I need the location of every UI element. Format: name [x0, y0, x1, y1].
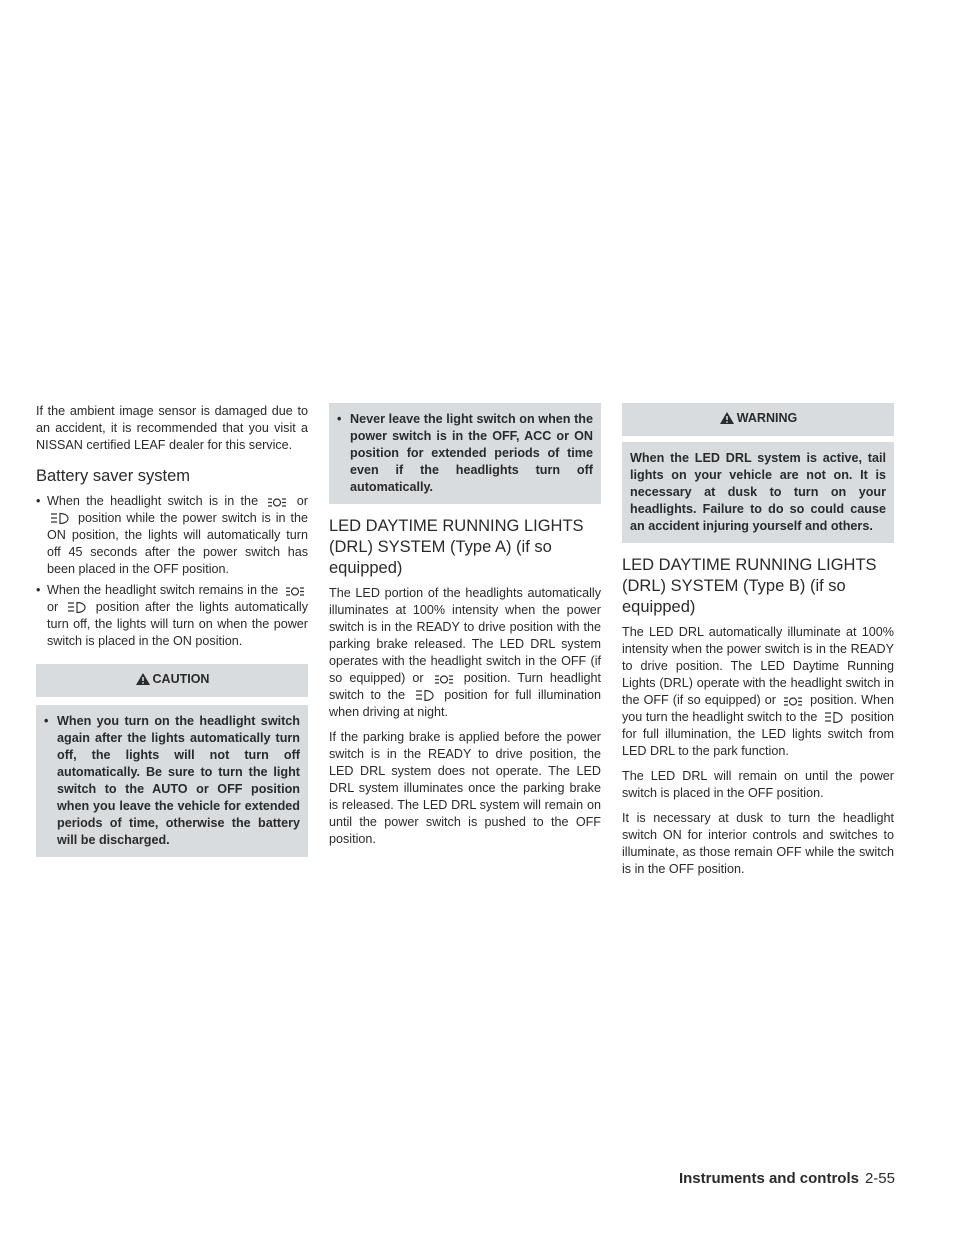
footer-section-title: Instruments and controls — [678, 1170, 859, 1187]
list-item: • When the headlight switch is in the or position while the power switch is in the ON position, the lights will automatically turn off 45 seconds after the power switch has been placed in the OFF position. — [36, 493, 308, 578]
caution-text: • When you turn on the headlight switch again after the lights automatically turn off, the lights will not turn off automatically. Be sure to turn the light switch to the AUTO or OFF position when you leave the vehicle for extended periods of time, otherwise the battery will be discharged. — [44, 713, 300, 849]
drl-type-b-paragraph-2: The LED DRL will remain on until the power switch is placed in the OFF position. — [622, 769, 894, 800]
caution-body — [36, 705, 308, 857]
page-footer — [679, 1170, 895, 1187]
warning-text: When the LED DRL system is active, tail lights on your vehicle are not on. It is necessary at dusk to turn on your headlights. Failure to do so could cause an accident injuring yourself and others. — [630, 451, 886, 533]
warning-body — [622, 442, 894, 543]
parking-light-icon — [783, 696, 803, 707]
headlight-icon — [50, 512, 70, 525]
page-number: 2-55 — [864, 1170, 895, 1187]
warning-triangle-icon — [719, 411, 735, 425]
column-left — [36, 403, 308, 857]
drl-type-b-paragraph-3: It is necessary at dusk to turn the headlight switch ON for interior controls and switches to illuminate, as those remain OFF while the switch is in the OFF position. — [622, 811, 894, 876]
caution-header: CAUTION — [36, 664, 308, 697]
parking-light-icon — [434, 674, 454, 685]
column-right — [622, 403, 894, 886]
caution-continued-text: • Never leave the light switch on when the power switch is in the OFF, ACC or ON position for extended periods of time even if the headlights turn off automatically. — [337, 411, 593, 496]
headlight-icon — [824, 711, 844, 724]
warning-triangle-icon — [135, 672, 151, 686]
warning-header: WARNING — [622, 403, 894, 436]
battery-saver-list — [36, 493, 308, 650]
drl-type-b-paragraph-1: The LED DRL automatically illuminate at 100% intensity when the power switch is in the READY to drive position. The LED Daytime Running Lights (DRL) operate with the headlight switch in the OFF (if so equipped) or position. When you turn the headlight switch to the position for full illumination, the LED lights switch from LED DRL to the park function. — [622, 625, 895, 758]
drl-type-b-heading: LED DAYTIME RUNNING LIGHTS (DRL) SYSTEM (Type B) (if so equipped) — [622, 556, 877, 616]
headlight-icon — [415, 689, 435, 702]
list-item: • When the headlight switch remains in the or position after the lights automatically turn off, the lights will turn on when the power switch is placed in the ON position. — [36, 582, 308, 650]
drl-type-a-paragraph-2: If the parking brake is applied before the power switch is in the READY to drive position, the LED DRL system does not operate. The LED DRL system illuminates once the parking brake is released. The LED DRL system will remain on until the power switch is pushed to the OFF position. — [329, 730, 601, 846]
headlight-icon — [67, 601, 87, 614]
drl-type-a-paragraph-1: The LED portion of the headlights automatically illuminates at 100% intensity when the power switch is in the READY to drive position with the parking brake released. The LED DRL system operates with the headlight switch in the OFF (if so equipped) or position. Turn headlight switch to the position for full illumination when driving at night. — [329, 586, 602, 719]
intro-paragraph: If the ambient image sensor is damaged due to an accident, it is recommended that you visit a NISSAN certified LEAF dealer for this service. — [36, 404, 308, 452]
drl-type-a-heading: LED DAYTIME RUNNING LIGHTS (DRL) SYSTEM (Type A) (if so equipped) — [329, 517, 584, 577]
parking-light-icon — [285, 586, 305, 597]
caution-continued-body — [329, 403, 601, 504]
battery-saver-heading: Battery saver system — [36, 467, 191, 485]
column-middle — [329, 403, 601, 856]
parking-light-icon — [267, 497, 287, 508]
